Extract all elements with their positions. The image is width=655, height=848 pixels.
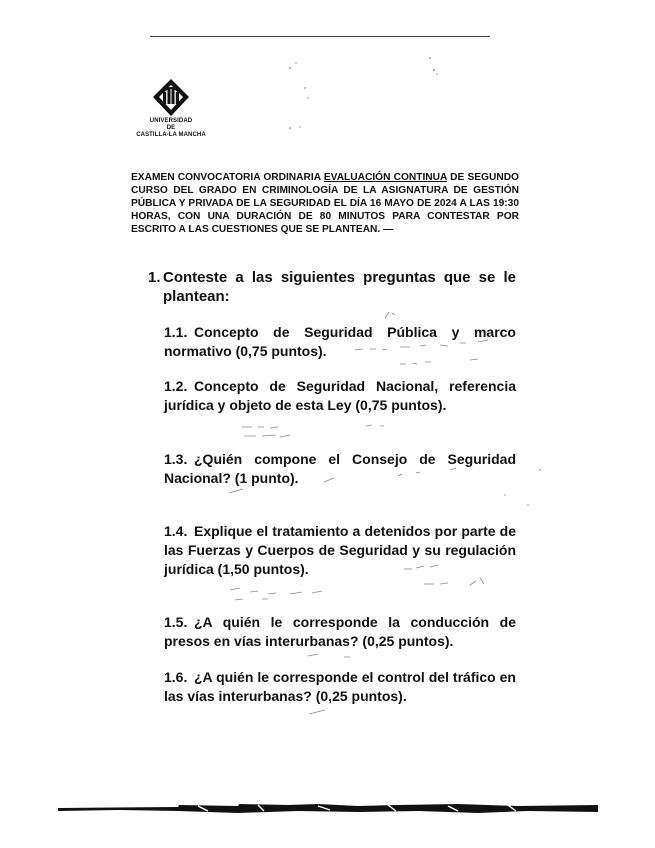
question-number: 1. — [148, 269, 161, 286]
exam-header — [131, 171, 519, 236]
subquestion-1-4 — [164, 522, 516, 579]
header-part-1: EXAMEN CONVOCATORIA ORDINARIA — [131, 172, 321, 183]
subquestion-number: 1.1. — [164, 324, 188, 340]
subquestion-number: 1.4. — [164, 523, 188, 539]
subquestion-1-6 — [164, 668, 516, 706]
subquestion-text: ¿A quién le corresponde el control del tráfico en las vías interurbanas? (0,25 puntos). — [164, 669, 516, 704]
subquestion-text: Concepto de Seguridad Nacional, referencia jurídica y objeto de esta Ley (0,75 puntos). — [164, 378, 516, 413]
logo-line-1: UNIVERSIDAD — [149, 118, 193, 124]
top-rule — [150, 36, 490, 37]
logo-line-2: DE — [166, 125, 176, 131]
question-1 — [148, 268, 516, 306]
university-logo — [131, 78, 211, 139]
subquestion-text: ¿Quién compone el Consejo de Seguridad Nacional? (1 punto). — [164, 451, 516, 486]
pencil-marks — [229, 312, 488, 714]
subquestion-1-2 — [164, 377, 516, 415]
header-part-2: DE SEGUNDO CURSO DEL GRADO EN CRIMINOLOGÍA DE LA ASIGNATURA DE GESTIÓN PÚBLICA Y PRIVADA DE LA SEGURIDAD EL DÍA 16 MAYO DE 2024 A LAS 19:30 HORAS, CON UNA DURACIÓN DE 80 MINUTOS PARA CONTESTAR POR ESCRITO A LAS CUESTIONES QUE SE PLANTEAN. — — [131, 172, 519, 235]
subquestion-1-1 — [164, 323, 516, 361]
subquestion-text: Explique el tratamiento a detenidos por parte de las Fuerzas y Cuerpos de Seguridad y su regulación jurídica (1,50 puntos). — [164, 523, 516, 577]
scan-bottom-edge — [58, 804, 598, 813]
subquestion-number: 1.6. — [164, 669, 188, 685]
header-underlined: EVALUACIÓN CONTINUA — [323, 172, 447, 183]
university-shield-icon — [151, 78, 191, 118]
subquestion-1-5 — [164, 613, 516, 651]
subquestion-text: Concepto de Seguridad Pública y marco normativo (0,75 puntos). — [164, 324, 516, 359]
subquestion-number: 1.2. — [164, 378, 188, 394]
question-text: Conteste a las siguientes preguntas que se le plantean: — [163, 269, 516, 305]
subquestion-1-3 — [164, 450, 516, 488]
subquestion-number: 1.5. — [164, 614, 188, 630]
subquestion-text: ¿A quién le corresponde la conducción de presos en vías interurbanas? (0,25 puntos). — [164, 614, 516, 649]
subquestion-number: 1.3. — [164, 451, 188, 467]
logo-line-3: CASTILLA-LA MANCHA — [136, 132, 206, 138]
